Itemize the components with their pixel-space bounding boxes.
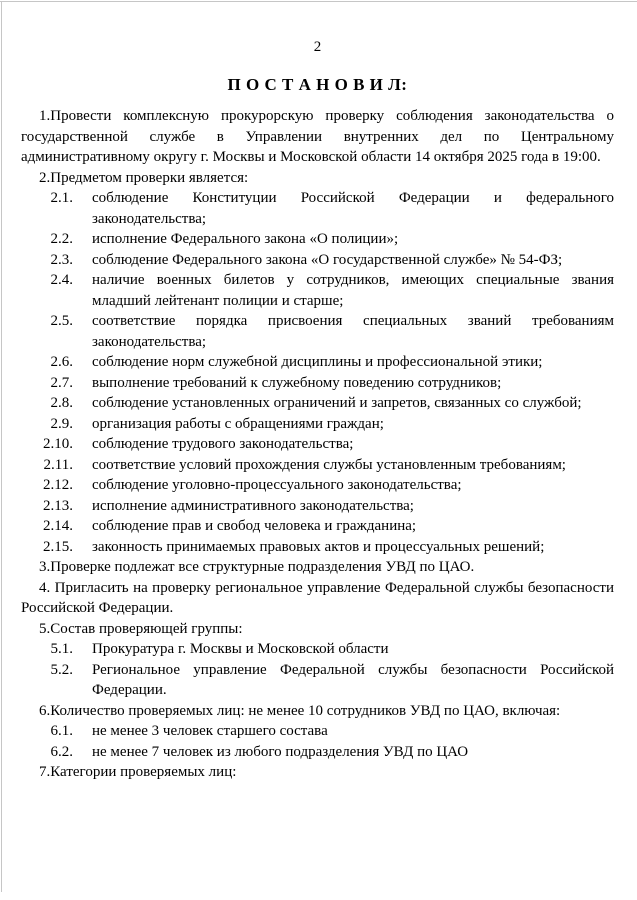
list-item-text: соблюдение норм служебной дисциплины и профессиональной этики; bbox=[92, 354, 543, 370]
list-item-text: выполнение требований к служебному поведению сотрудников; bbox=[92, 374, 502, 391]
paragraph-5: 5.Состав проверяющей группы: bbox=[39, 620, 243, 637]
list-item-text: исполнение административного законодательства; bbox=[92, 497, 414, 514]
list-item-number: 2.8. bbox=[50, 395, 73, 411]
list-item-number: 2.4. bbox=[50, 272, 73, 288]
list-item-text: соблюдение трудового законодательства; bbox=[92, 436, 354, 452]
list-item-5-2 bbox=[21, 660, 614, 701]
list-item-text: исполнение Федерального закона «О полиции»; bbox=[92, 231, 399, 247]
list-item-number: 5.1. bbox=[50, 641, 73, 657]
list-item-text: соблюдение установленных ограничений и запретов, связанных со службой; bbox=[92, 395, 582, 411]
list-item-2-13 bbox=[21, 496, 614, 517]
list-item-number: 2.7. bbox=[50, 374, 73, 391]
list-item-2-11 bbox=[21, 455, 614, 476]
list-item-number: 2.6. bbox=[50, 354, 73, 370]
paragraph-4: 4. Пригласить на проверку региональное управление Федеральной службы безопасности Российской Федерации. bbox=[21, 579, 614, 616]
list-item-number: 2.12. bbox=[43, 477, 73, 493]
list-item-2-10 bbox=[21, 434, 614, 455]
list-item-6-2 bbox=[21, 742, 614, 763]
page-content bbox=[21, 0, 614, 783]
list-item-text: соответствие условий прохождения службы установленным требованиям; bbox=[92, 456, 566, 473]
list-item-2-8 bbox=[21, 393, 614, 414]
document-body bbox=[21, 106, 614, 783]
list-item-text: законность принимаемых правовых актов и процессуальных решений; bbox=[92, 538, 545, 555]
list-item-5-1 bbox=[21, 639, 614, 660]
list-item-text: не менее 7 человек из любого подразделения УВД по ЦАО bbox=[92, 743, 469, 760]
list-item-6-1 bbox=[21, 721, 614, 742]
list-item-2-4 bbox=[21, 270, 614, 311]
list-item-number: 6.2. bbox=[50, 743, 73, 760]
list-item-2-9 bbox=[21, 414, 614, 435]
document-title: П О С Т А Н О В И Л: bbox=[227, 75, 408, 94]
list-item-2-3 bbox=[21, 250, 614, 271]
list-item-text: соблюдение Конституции Российской Федерации и федерального законодательства; bbox=[92, 190, 614, 227]
list-item-number: 2.1. bbox=[50, 190, 73, 206]
list-item-2-7 bbox=[21, 373, 614, 394]
list-item-text: организация работы с обращениями граждан; bbox=[92, 415, 384, 432]
list-item-text: соблюдение уголовно-процессуального законодательства; bbox=[92, 477, 462, 493]
list-item-number: 2.10. bbox=[43, 436, 73, 452]
list-item-number: 5.2. bbox=[50, 661, 73, 678]
list-item-text: наличие военных билетов у сотрудников, имеющих специальные звания младший лейтенант полиции и старше; bbox=[92, 272, 614, 309]
list-item-text: не менее 3 человек старшего состава bbox=[92, 723, 328, 739]
list-item-text: Прокуратура г. Москвы и Московской области bbox=[92, 641, 389, 657]
list-item-text: Региональное управление Федеральной службы безопасности Российской Федерации. bbox=[92, 661, 614, 698]
list-item-number: 2.15. bbox=[43, 538, 73, 555]
list-item-number: 6.1. bbox=[50, 723, 73, 739]
list-item-text: соответствие порядка присвоения специальных званий требованиям законодательства; bbox=[92, 313, 614, 350]
list-item-text: соблюдение Федерального закона «О государственной службе» № 54-ФЗ; bbox=[92, 251, 563, 268]
list-item-2-15 bbox=[21, 537, 614, 558]
list-item-number: 2.11. bbox=[43, 456, 73, 473]
paragraph-7: 7.Категории проверяемых лиц: bbox=[39, 764, 237, 780]
paragraph-2: 2.Предметом проверки является: bbox=[39, 169, 249, 186]
list-item-2-12 bbox=[21, 475, 614, 496]
list-item-number: 2.9. bbox=[50, 415, 73, 432]
page-number: 2 bbox=[313, 39, 322, 55]
paragraph-6: 6.Количество проверяемых лиц: не менее 10 сотрудников УВД по ЦАО, включая: bbox=[39, 702, 561, 719]
list-item-2-2 bbox=[21, 229, 614, 250]
paragraph-3: 3.Проверке подлежат все структурные подразделения УВД по ЦАО. bbox=[39, 559, 475, 575]
list-item-2-14 bbox=[21, 516, 614, 537]
list-item-number: 2.2. bbox=[50, 231, 73, 247]
list-item-2-5 bbox=[21, 311, 614, 352]
list-item-text: соблюдение прав и свобод человека и гражданина; bbox=[92, 518, 417, 534]
page-left-border bbox=[1, 1, 2, 892]
list-item-number: 2.13. bbox=[43, 497, 73, 514]
list-item-number: 2.14. bbox=[43, 518, 73, 534]
paragraph-1: 1.Провести комплексную прокурорскую проверку соблюдения законодательства о государственной службе в Управлении внутренних дел по Центральному административному округу г. Москвы и Московской области 14 октября 2025 года в 19:00. bbox=[21, 108, 614, 165]
list-item-2-1 bbox=[21, 188, 614, 229]
list-item-number: 2.3. bbox=[50, 251, 73, 268]
list-item-number: 2.5. bbox=[50, 313, 73, 329]
list-item-2-6 bbox=[21, 352, 614, 373]
